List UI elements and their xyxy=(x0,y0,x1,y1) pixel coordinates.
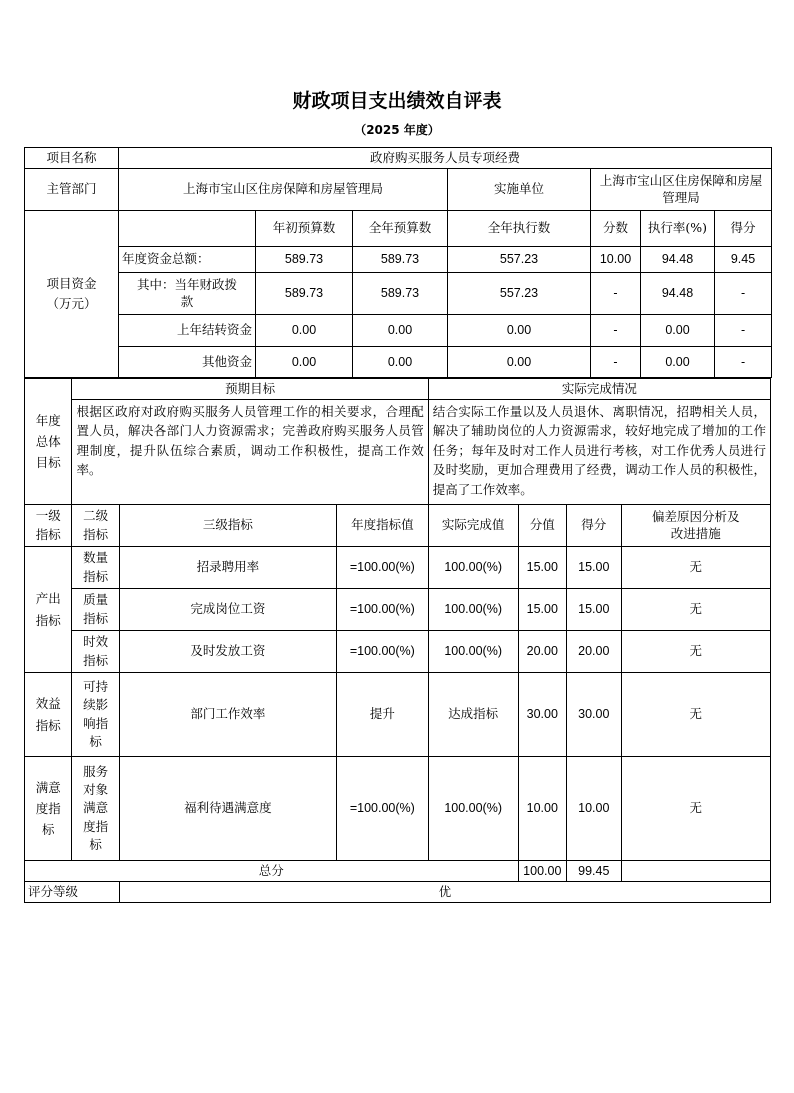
level2-text: 服务对象满意度指标 xyxy=(83,764,109,852)
actual-cell: 100.00(%) xyxy=(428,547,518,589)
expected-goal-header: 预期目标 xyxy=(72,379,428,400)
funds-cell: 0.00 xyxy=(448,315,591,347)
total-note-blank xyxy=(621,861,770,882)
header-actual: 实际完成值 xyxy=(428,505,518,547)
funds-row-label: 其他资金 xyxy=(119,347,256,378)
funds-cell: - xyxy=(591,273,641,315)
goals-label-text: 年度总体目标 xyxy=(35,412,61,471)
funds-cell: 557.23 xyxy=(448,273,591,315)
level3-cell: 招录聘用率 xyxy=(119,547,336,589)
note-cell: 无 xyxy=(621,589,770,631)
header-level2 xyxy=(72,505,119,547)
funds-cell: 9.45 xyxy=(715,247,772,273)
level2-cell xyxy=(72,547,119,589)
expected-goal-text: 根据区政府对政府购买服务人员管理工作的相关要求，合理配置人员，解决各部门人力资源需求；完善政府购买服务人员管理制度，提升队伍综合素质，调动工作积极性，提高工作效率。 xyxy=(72,400,428,505)
funds-cell: 0.00 xyxy=(641,315,715,347)
project-name-label: 项目名称 xyxy=(25,148,119,169)
goals-label xyxy=(25,379,72,505)
goals-indicators-table xyxy=(24,378,771,903)
funds-cell: 10.00 xyxy=(591,247,641,273)
header-level1-text: 一级指标 xyxy=(35,508,61,542)
project-funds-table xyxy=(24,147,772,378)
level2-cell xyxy=(72,631,119,673)
total-score: 99.45 xyxy=(567,861,622,882)
level2-cell xyxy=(72,589,119,631)
level1-benefit-text: 效益指标 xyxy=(35,696,61,733)
project-name-value: 政府购买服务人员专项经费 xyxy=(119,148,772,169)
total-label: 总分 xyxy=(25,861,519,882)
header-note xyxy=(621,505,770,547)
impl-value: 上海市宝山区住房保障和房屋管理局 xyxy=(591,169,772,211)
score-cell: 15.00 xyxy=(567,589,622,631)
header-weight: 分值 xyxy=(518,505,566,547)
level3-cell: 福利待遇满意度 xyxy=(119,757,336,861)
funds-cell: 0.00 xyxy=(256,315,353,347)
header-level3: 三级指标 xyxy=(119,505,336,547)
funds-row-label-text: 其中：当年财政拨款 xyxy=(136,276,237,309)
funds-cell: 0.00 xyxy=(641,347,715,378)
dept-value: 上海市宝山区住房保障和房屋管理局 xyxy=(119,169,448,211)
level2-cell xyxy=(72,673,119,757)
note-cell: 无 xyxy=(621,673,770,757)
header-note-text: 偏差原因分析及改进措施 xyxy=(651,508,740,541)
target-cell: =100.00(%) xyxy=(336,757,428,861)
target-cell: =100.00(%) xyxy=(336,589,428,631)
actual-cell: 100.00(%) xyxy=(428,757,518,861)
funds-label-text: 项目资金（万元） xyxy=(46,276,97,311)
score-cell: 30.00 xyxy=(567,673,622,757)
level2-text: 时效指标 xyxy=(83,634,109,668)
level2-text: 数量指标 xyxy=(83,550,109,584)
actual-cell: 达成指标 xyxy=(428,673,518,757)
target-cell: =100.00(%) xyxy=(336,547,428,589)
header-level2-text: 二级指标 xyxy=(83,508,109,542)
funds-cell: - xyxy=(591,315,641,347)
funds-cell: 0.00 xyxy=(353,315,448,347)
total-weight: 100.00 xyxy=(518,861,566,882)
funds-cell: - xyxy=(715,315,772,347)
level1-output xyxy=(25,547,72,673)
funds-cell: 0.00 xyxy=(353,347,448,378)
actual-cell: 100.00(%) xyxy=(428,631,518,673)
level3-cell: 及时发放工资 xyxy=(119,631,336,673)
actual-result-text: 结合实际工作量以及人员退休、离职情况，招聘相关人员，解决了辅助岗位的人力资源需求，较好地完成了增加的工作任务；每年及时对工作人员进行考核，对工作优秀人员进行及时奖励，更加合理费用了经费，调动工作人员的积极性，提高了工作效率。 xyxy=(428,400,770,505)
grade-value: 优 xyxy=(119,882,770,903)
actual-cell: 100.00(%) xyxy=(428,589,518,631)
funds-header-1: 全年预算数 xyxy=(353,211,448,247)
funds-header-3: 分数 xyxy=(591,211,641,247)
funds-row-label xyxy=(119,273,256,315)
score-cell: 15.00 xyxy=(567,547,622,589)
funds-cell: 589.73 xyxy=(353,247,448,273)
funds-cell: 589.73 xyxy=(256,247,353,273)
header-score: 得分 xyxy=(567,505,622,547)
level2-text: 质量指标 xyxy=(83,592,109,626)
funds-header-2: 全年执行数 xyxy=(448,211,591,247)
funds-cell: - xyxy=(715,273,772,315)
funds-cell: 589.73 xyxy=(256,273,353,315)
weight-cell: 15.00 xyxy=(518,547,566,589)
funds-label xyxy=(25,211,119,378)
grade-label: 评分等级 xyxy=(25,882,120,903)
dept-label: 主管部门 xyxy=(25,169,119,211)
level3-cell: 部门工作效率 xyxy=(119,673,336,757)
level3-cell: 完成岗位工资 xyxy=(119,589,336,631)
funds-header-0: 年初预算数 xyxy=(256,211,353,247)
funds-cell: 557.23 xyxy=(448,247,591,273)
funds-row-label: 年度资金总额： xyxy=(119,247,256,273)
header-target: 年度指标值 xyxy=(336,505,428,547)
funds-header-blank xyxy=(119,211,256,247)
level1-satisfaction-text: 满意度指标 xyxy=(35,779,61,838)
impl-label: 实施单位 xyxy=(448,169,591,211)
funds-cell: 94.48 xyxy=(641,273,715,315)
note-cell: 无 xyxy=(621,547,770,589)
score-cell: 20.00 xyxy=(567,631,622,673)
weight-cell: 15.00 xyxy=(518,589,566,631)
target-cell: =100.00(%) xyxy=(336,631,428,673)
weight-cell: 20.00 xyxy=(518,631,566,673)
funds-cell: - xyxy=(591,347,641,378)
score-cell: 10.00 xyxy=(567,757,622,861)
actual-result-header: 实际完成情况 xyxy=(428,379,770,400)
note-cell: 无 xyxy=(621,757,770,861)
funds-cell: 0.00 xyxy=(448,347,591,378)
funds-cell: 0.00 xyxy=(256,347,353,378)
funds-header-5: 得分 xyxy=(715,211,772,247)
weight-cell: 10.00 xyxy=(518,757,566,861)
level1-benefit xyxy=(25,673,72,757)
target-cell: 提升 xyxy=(336,673,428,757)
level2-text: 可持续影响指标 xyxy=(83,679,109,749)
note-cell: 无 xyxy=(621,631,770,673)
page-subtitle: （2025 年度） xyxy=(354,123,440,137)
page-title: 财政项目支出绩效自评表 xyxy=(292,90,502,112)
level1-output-text: 产出指标 xyxy=(35,591,61,628)
header-level1 xyxy=(25,505,72,547)
funds-row-label: 上年结转资金 xyxy=(119,315,256,347)
level1-satisfaction xyxy=(25,757,72,861)
funds-cell: - xyxy=(715,347,772,378)
funds-cell: 589.73 xyxy=(353,273,448,315)
level2-cell xyxy=(72,757,119,861)
weight-cell: 30.00 xyxy=(518,673,566,757)
funds-cell: 94.48 xyxy=(641,247,715,273)
funds-header-4: 执行率(%) xyxy=(641,211,715,247)
